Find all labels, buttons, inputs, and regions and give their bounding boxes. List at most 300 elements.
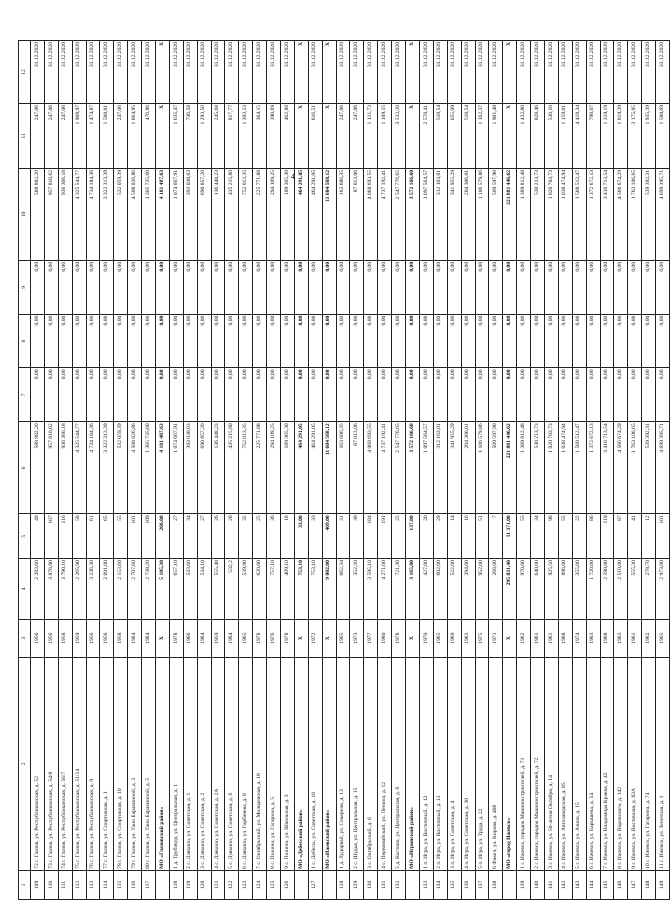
deadline-cell: 31.12.2020 <box>44 41 58 104</box>
year-built-cell: 1968 <box>558 619 572 657</box>
residents-cell: 28 <box>225 514 239 559</box>
unit-cost-cell: 518,54 <box>433 103 447 168</box>
table-row <box>461 41 475 900</box>
row-number-cell: 145 <box>600 870 614 899</box>
owner-cost-cell: 0,00 <box>225 260 239 314</box>
row-number-cell: 133 <box>419 870 433 899</box>
year-built-cell: X <box>294 619 308 657</box>
owner-cost-cell: 0,00 <box>267 260 281 314</box>
owner-cost-cell: 0,00 <box>197 260 211 314</box>
address-cell: 7 г. Ижевск, ул. Владимира Краева, д. 42 <box>600 657 614 870</box>
table-row <box>142 41 156 900</box>
table-row <box>225 41 239 900</box>
table-row <box>100 41 114 900</box>
budget-cost-cell: 0,00 <box>322 314 336 368</box>
total-cost-cell: 464 291,05 <box>294 422 308 514</box>
total-cost-cell: 4 699 395,71 <box>656 422 670 514</box>
budget-cost-cell: 0,00 <box>517 314 531 368</box>
total-area-cell: 9 002,00 <box>322 559 336 620</box>
unit-cost-cell: 1 393,13 <box>239 103 253 168</box>
address-cell: 5 с. Дзякино, ул. Советская, д. 6 <box>225 657 239 870</box>
unit-cost-cell: 1 109,15 <box>378 103 392 168</box>
unit-cost-cell: 247,06 <box>114 103 128 168</box>
unit-cost-cell: 817,77 <box>225 103 239 168</box>
table-row <box>267 41 281 900</box>
residents-cell: 109 <box>142 514 156 559</box>
budget-cost-cell: 0,00 <box>156 314 170 368</box>
residents-cell: 14 <box>447 514 461 559</box>
residents-cell: 7 <box>489 514 503 559</box>
address-cell: 75 г. Глазов, ул. Республиканская, д. 51/14 <box>72 657 86 870</box>
total-cost-cell: 530 213,73 <box>531 422 545 514</box>
row-number-cell: 139 <box>517 870 531 899</box>
total-area-cell: 970,00 <box>517 559 531 620</box>
total-cost-cell: 1 305 735,60 <box>142 422 156 514</box>
cost-sum-cell: 341 955,29 <box>447 168 461 260</box>
column-header: 11 <box>19 103 31 168</box>
total-area-cell: 952,00 <box>475 559 489 620</box>
total-area-cell: 268,00 <box>489 559 503 620</box>
residents-cell: 119 <box>600 514 614 559</box>
budget-cost-cell: 0,00 <box>572 314 586 368</box>
table-row <box>642 41 656 900</box>
unit-cost-cell: 1 159,01 <box>558 103 572 168</box>
total-area-cell: 4 271,00 <box>378 559 392 620</box>
fund-cost-cell: 0,00 <box>44 368 58 422</box>
table-row <box>31 41 45 900</box>
total-area-cell: 657,10 <box>169 559 183 620</box>
deadline-cell: 31.12.2020 <box>364 41 378 104</box>
deadline-cell: 31.12.2020 <box>308 41 322 104</box>
table-row <box>600 41 614 900</box>
fund-cost-cell: 0,00 <box>114 368 128 422</box>
address-cell: 80 г. Глазов, ул. Тани Барамзиной, д. 5 <box>142 657 156 870</box>
column-header: 12 <box>19 41 31 104</box>
residents-cell: 18 <box>281 514 295 559</box>
residents-cell: 11 371,00 <box>503 514 517 559</box>
total-cost-cell: 1 097 564,57 <box>419 422 433 514</box>
total-area-cell: 394,00 <box>461 559 475 620</box>
deadline-cell: 31.12.2020 <box>433 41 447 104</box>
budget-cost-cell: 0,00 <box>239 314 253 368</box>
table-row <box>364 41 378 900</box>
total-cost-cell: 1 763 106,65 <box>628 422 642 514</box>
residents-cell: 32 <box>239 514 253 559</box>
fund-cost-cell: 0,00 <box>600 368 614 422</box>
budget-cost-cell: 0,00 <box>447 314 461 368</box>
address-cell: 3 с. Октябрьский, д. 6 <box>364 657 378 870</box>
year-built-cell: 1956 <box>31 619 45 657</box>
year-built-cell: 1956 <box>44 619 58 657</box>
row-number-cell: 143 <box>572 870 586 899</box>
total-cost-cell: 189 365,30 <box>281 422 295 514</box>
address-cell: 3 п. Игра, ул. Советская, д. 4 <box>447 657 461 870</box>
unit-cost-cell: 247,06 <box>336 103 350 168</box>
rotated-table-wrapper <box>18 40 665 900</box>
unit-cost-cell: 1 319,19 <box>600 103 614 168</box>
column-header: 6 <box>19 422 31 514</box>
year-built-cell: 1980 <box>378 619 392 657</box>
row-number-cell <box>406 870 420 899</box>
cost-sum-cell: 4 325 544,77 <box>72 168 86 260</box>
cost-sum-cell: 1 038 474,94 <box>558 168 572 260</box>
unit-cost-cell: 3 175,05 <box>628 103 642 168</box>
fund-cost-cell: 0,00 <box>614 368 628 422</box>
budget-cost-cell: 0,00 <box>72 314 86 368</box>
unit-cost-cell: 1 293,50 <box>197 103 211 168</box>
address-cell: 1 д. Трубачур, ул. Центральная, д. 1 <box>169 657 183 870</box>
fund-cost-cell: 0,00 <box>503 368 517 422</box>
unit-cost-cell: 1 908,97 <box>72 103 86 168</box>
address-cell: 2 с. Шудья, ул. Центральная, д. 15 <box>350 657 364 870</box>
cost-sum-cell: 4 181 487,63 <box>156 168 170 260</box>
address-cell: 8 г. Ижевск, ул. Воровского, д. 142 <box>614 657 628 870</box>
budget-cost-cell: 0,00 <box>475 314 489 368</box>
deadline-cell: 31.12.2020 <box>211 41 225 104</box>
deadline-cell: 31.12.2020 <box>628 41 642 104</box>
row-number-cell: 136 <box>461 870 475 899</box>
deadline-cell: 31.12.2020 <box>58 41 72 104</box>
deadline-cell: 31.12.2020 <box>281 41 295 104</box>
row-number-cell: 135 <box>447 870 461 899</box>
row-number-cell: 120 <box>197 870 211 899</box>
fund-cost-cell: 0,00 <box>156 368 170 422</box>
cost-sum-cell: 4 508 026,86 <box>128 168 142 260</box>
budget-cost-cell: 0,00 <box>378 314 392 368</box>
address-cell: 9 с. Понино, ул. Школьная, д. 3 <box>281 657 295 870</box>
total-area-cell: 555,30 <box>628 559 642 620</box>
total-area-cell: 1 720,00 <box>586 559 600 620</box>
budget-cost-cell: 0,00 <box>628 314 642 368</box>
table-row <box>572 41 586 900</box>
table-row <box>211 41 225 900</box>
address-cell: 4 с. Первомайский, ул. Ленина, д. 12 <box>378 657 392 870</box>
year-built-cell: X <box>322 619 336 657</box>
deadline-cell: 31.12.2020 <box>544 41 558 104</box>
fund-cost-cell: 0,00 <box>656 368 670 422</box>
budget-cost-cell: 0,00 <box>183 314 197 368</box>
row-number-cell: 138 <box>489 870 503 899</box>
owner-cost-cell: 0,00 <box>406 260 420 314</box>
total-area-cell: 352,20 <box>350 559 364 620</box>
total-cost-cell: 752 013,35 <box>239 422 253 514</box>
row-number-cell: 132 <box>392 870 406 899</box>
total-cost-cell: 4 566 674,29 <box>614 422 628 514</box>
owner-cost-cell: 0,00 <box>419 260 433 314</box>
cost-sum-cell: 1 568 512,47 <box>572 168 586 260</box>
year-built-cell: 1965 <box>433 619 447 657</box>
column-header-row <box>19 41 31 900</box>
deadline-cell: 31.12.2020 <box>656 41 670 104</box>
table-row <box>628 41 642 900</box>
address-cell: 1 п. Игра, ул. Восточный, д. 12 <box>419 657 433 870</box>
budget-cost-cell: 0,00 <box>642 314 656 368</box>
address-cell: 4 с. Дзякино, ул. Советская, д. 2А <box>211 657 225 870</box>
residents-cell: 27 <box>169 514 183 559</box>
fund-cost-cell: 0,00 <box>31 368 45 422</box>
row-number-cell: 110 <box>44 870 58 899</box>
owner-cost-cell: 0,00 <box>447 260 461 314</box>
residents-cell: 65 <box>100 514 114 559</box>
table-row <box>447 41 461 900</box>
unit-cost-cell: 247,06 <box>58 103 72 168</box>
total-area-cell: 2 283,60 <box>31 559 45 620</box>
year-built-cell: 1963 <box>586 619 600 657</box>
owner-cost-cell: 0,00 <box>350 260 364 314</box>
budget-cost-cell: 0,00 <box>406 314 420 368</box>
total-cost-cell: 3 572 166,60 <box>406 422 420 514</box>
municipality-total-row <box>406 41 420 900</box>
deadline-cell: 31.12.2020 <box>336 41 350 104</box>
total-area-cell: 662,34 <box>336 559 350 620</box>
unit-cost-cell: 1 474,87 <box>86 103 100 168</box>
total-cost-cell: 3 322 313,39 <box>100 422 114 514</box>
table-row <box>58 41 72 900</box>
total-area-cell: 532,2 <box>225 559 239 620</box>
owner-cost-cell: 0,00 <box>239 260 253 314</box>
cost-sum-cell: 11 604 568,12 <box>322 168 336 260</box>
cost-sum-cell: 3 572 166,60 <box>406 168 420 260</box>
owner-cost-cell: 0,00 <box>558 260 572 314</box>
address-cell: 7 с. Октябрьский, ул. Молодежная, д. 18 <box>253 657 267 870</box>
total-cost-cell: 11 604 568,12 <box>322 422 336 514</box>
address-cell: 4 п. Игра, ул. Советская, д. 30 <box>461 657 475 870</box>
total-cost-cell: 4 181 487,63 <box>156 422 170 514</box>
table-row <box>308 41 322 900</box>
budget-cost-cell: 0,00 <box>128 314 142 368</box>
cost-sum-cell: 3 416 713,54 <box>600 168 614 260</box>
deadline-cell: 31.12.2020 <box>614 41 628 104</box>
total-cost-cell: 163 686,35 <box>336 422 350 514</box>
cost-sum-cell: 163 686,35 <box>336 168 350 260</box>
owner-cost-cell: 0,00 <box>100 260 114 314</box>
row-number-cell: 112 <box>72 870 86 899</box>
cost-sum-cell: 189 365,30 <box>281 168 295 260</box>
total-area-cell: 757,10 <box>267 559 281 620</box>
row-number-cell: 131 <box>378 870 392 899</box>
residents-cell: 20 <box>419 514 433 559</box>
owner-cost-cell: 0,00 <box>128 260 142 314</box>
deadline-cell: 31.12.2020 <box>475 41 489 104</box>
unit-cost-cell: 247,06 <box>31 103 45 168</box>
cost-sum-cell: 530 213,73 <box>531 168 545 260</box>
unit-cost-cell: 1 588,81 <box>100 103 114 168</box>
year-built-cell: 1964 <box>128 619 142 657</box>
residents-cell: 33,00 <box>294 514 308 559</box>
residents-cell: 469,00 <box>322 514 336 559</box>
row-number-cell: 128 <box>336 870 350 899</box>
fund-cost-cell: 0,00 <box>211 368 225 422</box>
budget-cost-cell: 0,00 <box>461 314 475 368</box>
year-built-cell: 1978 <box>392 619 406 657</box>
fund-cost-cell: 0,00 <box>586 368 600 422</box>
year-built-cell: 1964 <box>225 619 239 657</box>
unit-cost-cell: 1 162,37 <box>475 103 489 168</box>
fund-cost-cell: 0,00 <box>364 368 378 422</box>
total-area-cell: 409,10 <box>281 559 295 620</box>
table-row <box>378 41 392 900</box>
owner-cost-cell: 0,00 <box>614 260 628 314</box>
year-built-cell: X <box>503 619 517 657</box>
year-built-cell: 1962 <box>642 619 656 657</box>
unit-cost-cell: 736,58 <box>183 103 197 168</box>
municipality-total-row <box>322 41 336 900</box>
owner-cost-cell: 0,00 <box>281 260 295 314</box>
residents-cell: 184 <box>364 514 378 559</box>
deadline-cell: 31.12.2020 <box>72 41 86 104</box>
budget-cost-cell: 0,00 <box>114 314 128 368</box>
residents-cell: 101 <box>128 514 142 559</box>
budget-cost-cell: 0,00 <box>419 314 433 368</box>
budget-cost-cell: 0,00 <box>31 314 45 368</box>
row-number-cell <box>322 870 336 899</box>
cost-sum-cell: 1 389 812,48 <box>517 168 531 260</box>
table-row <box>614 41 628 900</box>
row-number-cell: 121 <box>211 870 225 899</box>
unit-cost-cell: 798,07 <box>586 103 600 168</box>
address-cell: 5 г. Ижевск, ул. Азина, д. 15 <box>572 657 586 870</box>
table-row <box>419 41 433 900</box>
deadline-cell: X <box>503 41 517 104</box>
owner-cost-cell: 0,00 <box>72 260 86 314</box>
deadline-cell: 31.12.2020 <box>31 41 45 104</box>
total-area-cell: 522,00 <box>447 559 461 620</box>
table-row <box>44 41 58 900</box>
total-area-cell: 2 153,60 <box>114 559 128 620</box>
residents-cell: 16 <box>461 514 475 559</box>
total-area-cell: 555,40 <box>211 559 225 620</box>
year-built-cell: 1965 <box>239 619 253 657</box>
owner-cost-cell: 0,00 <box>253 260 267 314</box>
total-area-cell: 602,00 <box>433 559 447 620</box>
total-area-cell: 3 165,00 <box>406 559 420 620</box>
total-area-cell: 2 590,00 <box>600 559 614 620</box>
unit-cost-cell: 390,69 <box>267 103 281 168</box>
fund-cost-cell: 0,00 <box>642 368 656 422</box>
total-area-cell: 753,10 <box>308 559 322 620</box>
total-area-cell: 5 105,30 <box>156 559 170 620</box>
unit-cost-cell: X <box>156 103 170 168</box>
row-number-cell: 126 <box>281 870 295 899</box>
fund-cost-cell: 0,00 <box>475 368 489 422</box>
budget-cost-cell: 0,00 <box>225 314 239 368</box>
owner-cost-cell: 0,00 <box>58 260 72 314</box>
unit-cost-cell: 364,15 <box>253 103 267 168</box>
address-cell: 77 г. Глазов, ул. Спортивная, д. 1 <box>100 657 114 870</box>
row-number-cell: 115 <box>114 870 128 899</box>
total-area-cell: 534,10 <box>197 559 211 620</box>
year-built-cell: 1966 <box>183 619 197 657</box>
year-built-cell: 1956 <box>100 619 114 657</box>
column-header: 5 <box>19 514 31 559</box>
owner-cost-cell: 0,00 <box>183 260 197 314</box>
budget-cost-cell: 0,00 <box>614 314 628 368</box>
housing-register-table <box>18 40 670 900</box>
fund-cost-cell: 0,00 <box>544 368 558 422</box>
owner-cost-cell: 0,00 <box>142 260 156 314</box>
fund-cost-cell: 0,00 <box>336 368 350 422</box>
cost-sum-cell: 539 392,31 <box>642 168 656 260</box>
cost-sum-cell: 4 734 184,36 <box>86 168 100 260</box>
year-built-cell: 1968 <box>600 619 614 657</box>
total-area-cell: 2 707,60 <box>128 559 142 620</box>
deadline-cell: X <box>156 41 170 104</box>
deadline-cell: X <box>406 41 420 104</box>
cost-sum-cell: 1 097 564,57 <box>419 168 433 260</box>
row-number-cell: 116 <box>128 870 142 899</box>
residents-cell: 101 <box>656 514 670 559</box>
deadline-cell: 31.12.2020 <box>114 41 128 104</box>
table-row <box>531 41 545 900</box>
total-area-cell: 2 738,20 <box>142 559 156 620</box>
year-built-cell: 1977 <box>364 619 378 657</box>
column-header: 7 <box>19 368 31 422</box>
total-cost-cell: 204 306,01 <box>461 422 475 514</box>
owner-cost-cell: 0,00 <box>294 260 308 314</box>
deadline-cell: X <box>294 41 308 104</box>
table-row <box>169 41 183 900</box>
table-row <box>114 41 128 900</box>
total-cost-cell: 87 013,06 <box>350 422 364 514</box>
owner-cost-cell: 0,00 <box>336 260 350 314</box>
year-built-cell: 1962 <box>517 619 531 657</box>
budget-cost-cell: 0,00 <box>308 314 322 368</box>
owner-cost-cell: 0,00 <box>503 260 517 314</box>
deadline-cell: 31.12.2020 <box>350 41 364 104</box>
total-area-cell: 3 876,90 <box>44 559 58 620</box>
owner-cost-cell: 0,00 <box>628 260 642 314</box>
residents-cell: 25 <box>392 514 406 559</box>
row-number-cell: 146 <box>614 870 628 899</box>
deadline-cell: 31.12.2020 <box>600 41 614 104</box>
unit-cost-cell: 655,09 <box>447 103 461 168</box>
fund-cost-cell: 0,00 <box>183 368 197 422</box>
total-cost-cell: 936 366,18 <box>58 422 72 514</box>
fund-cost-cell: 0,00 <box>128 368 142 422</box>
unit-cost-cell: 1 432,80 <box>517 103 531 168</box>
budget-cost-cell: 0,00 <box>336 314 350 368</box>
address-cell: 6 с. Дзякино, ул. Горбачева, д. 8 <box>239 657 253 870</box>
total-cost-cell: 690 857,20 <box>197 422 211 514</box>
year-built-cell: 1978 <box>281 619 295 657</box>
address-cell: 5 п. Игра, ул. Труда, д. 22 <box>475 657 489 870</box>
budget-cost-cell: 0,00 <box>503 314 517 368</box>
total-area-cell: 753,10 <box>294 559 308 620</box>
row-number-cell <box>156 870 170 899</box>
budget-cost-cell: 0,00 <box>433 314 447 368</box>
owner-cost-cell: 0,00 <box>544 260 558 314</box>
total-cost-cell: 1 038 474,94 <box>558 422 572 514</box>
deadline-cell: 31.12.2020 <box>128 41 142 104</box>
deadline-cell: X <box>322 41 336 104</box>
address-cell: 76 г. Глазов, ул. Республиканская, д. 9 <box>86 657 100 870</box>
total-cost-cell: 1 074 667,91 <box>169 422 183 514</box>
municipality-total-row <box>294 41 308 900</box>
owner-cost-cell: 0,00 <box>211 260 225 314</box>
address-cell: МО «Дебесский район» <box>294 657 308 870</box>
table-body <box>31 41 670 900</box>
table-row <box>475 41 489 900</box>
row-number-cell: 129 <box>350 870 364 899</box>
total-cost-cell: 1 568 512,47 <box>572 422 586 514</box>
total-cost-cell: 509 597,90 <box>489 422 503 514</box>
fund-cost-cell: 0,00 <box>197 368 211 422</box>
deadline-cell: 31.12.2020 <box>183 41 197 104</box>
residents-cell: 98 <box>544 514 558 559</box>
table-row <box>86 41 100 900</box>
budget-cost-cell: 0,00 <box>281 314 295 368</box>
budget-cost-cell: 0,00 <box>100 314 114 368</box>
